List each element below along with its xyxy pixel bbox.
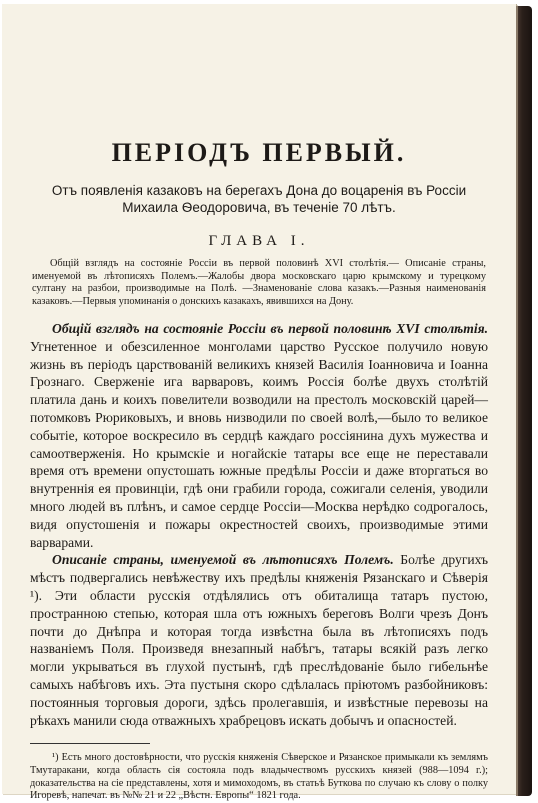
footnote-divider: [30, 743, 150, 744]
subtitle-line-2: Михаила Ѳеодоровича, въ теченіе 70 лѣтъ.: [122, 200, 396, 215]
paragraph-1: [30, 320, 488, 551]
period-title: ПЕРIОДЪ ПЕРВЫЙ.: [111, 138, 407, 167]
chapter-heading: ГЛАВА I.: [208, 233, 310, 249]
chapter-summary: Общій взглядъ на состояніе Россіи въ первой половинѣ XVI столѣтія.— Описаніе страны, именуемой въ лѣтописяхъ Полемъ.—Жалобы двора московскаго царю крымскому и турецкому султану на разбои, производимые на Полѣ. —Знаменованіе слова казакъ.—Разныя наименованія казаковъ.—Первыя упоминанія о донскихъ казакахъ, явившихся на Дону.: [32, 258, 486, 307]
paragraph-2-lead: Описаніе страны, именуемой въ лѣтописяхъ Полемъ.: [52, 552, 394, 568]
footnote: ¹) Есть много достовѣрности, что русскія княженія Сѣверское и Рязанское примыкали къ землямъ Тмутаракани, когда область сія состояла подъ владычествомъ русскихъ князей (988—1094 г.); доказательства на сіе представлены, хотя и мимоходомъ, въ статьѣ Буткова по случаю къ слову о полку Игоревѣ, напечат. въ №№ 21 и 22 „Вѣстн. Европы“ 1821 года.: [30, 752, 488, 802]
paragraph-1-text: Угнетенное и обезсиленное монголами царство Русское получило новую жизнь въ періодъ царствованій великихъ князей Василія Іоанновича и Іоанна Грознаго. Сверженіе ига варваровъ, коимъ Россія болѣе двухъ столѣтій платила дань и коихъ повелители возводили на престолъ московскій царей—потомковъ Рюриковыхъ, и вновь низводили по своей волѣ,—было то великое событіе, которое воскресило въ сердцѣ каждаго россіянина духъ мужества и самоотверженія. Но крымскіе и ногайскіе татары все еще не переставали время отъ времени опустошать южные предѣлы Россіи и даже вторгаться во внутреннія ея провинціи, гдѣ они грабили города, сожигали селенія, уводили много людей въ плѣнъ, и самое сердце Россіи—Москва нерѣдко содрогалось, видя опустошенія и пожары окрестностей своихъ, производимые этими варварами.: [30, 338, 488, 550]
paragraph-2-text: Болѣе другихъ мѣстъ подвергались невѣжеству ихъ предѣлы княженія Рязанскаго и Сѣверія ¹). Эти области русскія отдѣлялись отъ обиталища татаръ пустою, пространною степью, которая шла отъ южныхъ береговъ Волги чрезъ Донъ почти до Днѣпра и которая тогда извѣстна была въ лѣтописяхъ подъ названіемъ Поля. Произведя внезапный набѣгъ, татары всякій разъ легко могли укрываться въ глухой пустынѣ, гдѣ преслѣдованіе было гибельнѣе самыхъ набѣговъ ихъ. Эта пустыня скоро сдѣлалась пріютомъ разбойниковъ: постоянныя торговыя дороги, здѣсь пролегавшія, и извѣстные перевозы на рѣкахъ манили сюда отважныхъ храбрецовъ искать добычъ и опасностей.: [30, 552, 488, 728]
paragraph-2: [30, 551, 488, 729]
page-edge: [516, 6, 518, 796]
body-text: [30, 320, 488, 729]
paragraph-1-lead: Общій взглядъ на состояніе Россіи въ первой половинѣ XVI столѣтія.: [52, 321, 488, 336]
page-content: [30, 138, 488, 803]
book-cover-edge: [516, 6, 532, 796]
subtitle-line-1: Отъ появленія казаковъ на берегахъ Дона до воцаренія въ Россіи: [51, 183, 467, 198]
